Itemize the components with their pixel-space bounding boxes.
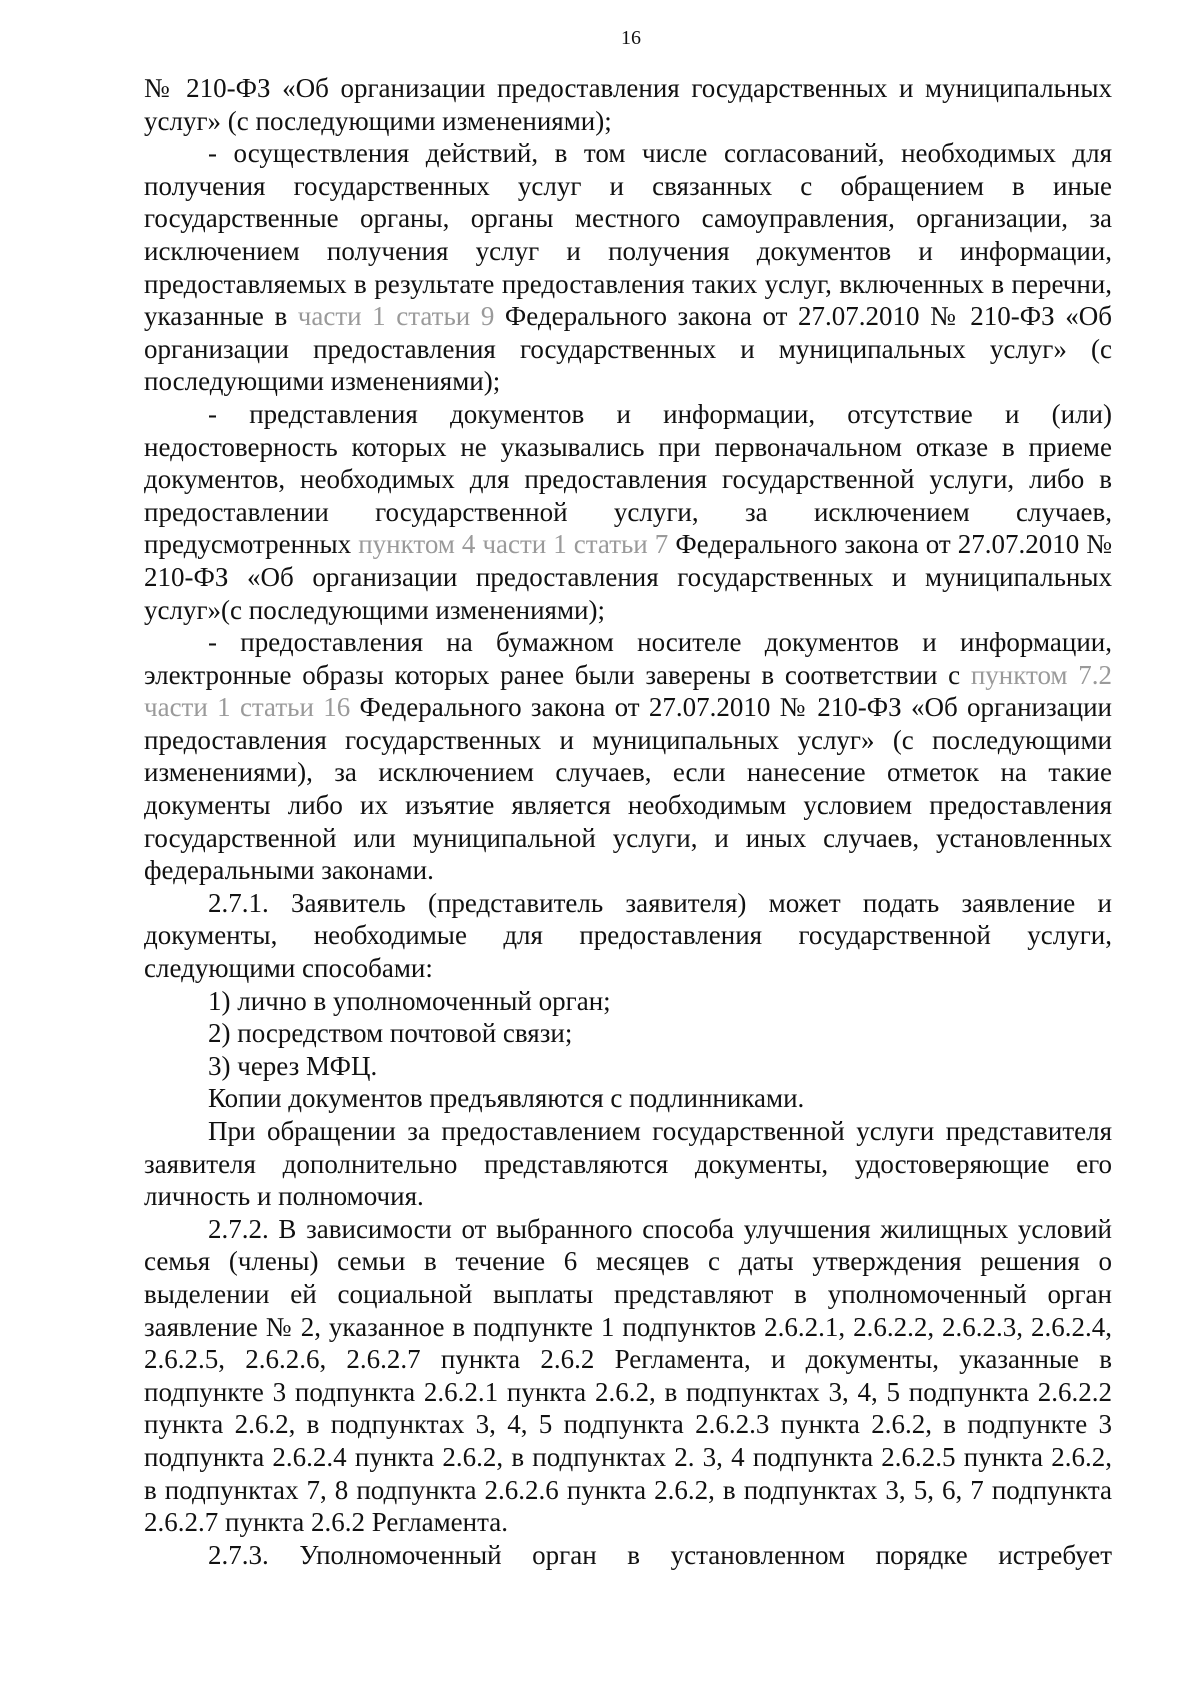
paragraph-text: Федерального закона от 27.07.2010 № 210-ФЗ «Об организации предоставления государственных и муниципальных услуг» (с последующими изменениями), за исключением случаев, если нанесение отметок на такие документы либо их изъятие является необходимым условием предоставления государственной или муниципальной услуги, и иных случаев, установленных федеральными законами. [144,692,1112,886]
paragraph-text: - представления документов и информации, отсутствие и (или) недостоверность которых не указывались при первоначальном отказе в приеме документов, необходимых для предоставления государственной услуги, либо в предоставлении государственной услуги, за исключением случаев, предусмотренных [144,398,1112,560]
paragraph-law-reference: № 210-ФЗ «Об организации предоставления государственных и муниципальных услуг» (с последующими изменениями); [144,73,1112,136]
law-article-link[interactable]: части 1 статьи 9 [297,301,495,332]
document-body [144,72,1112,1571]
list-item-method-3: 3) через МФЦ. [208,1050,378,1081]
law-article-link[interactable]: пунктом 4 части 1 статьи 7 [358,529,669,560]
list-item-method-2: 2) посредством почтовой связи; [208,1018,573,1049]
paragraph-section-2-7-1: 2.7.1. Заявитель (представитель заявителя) может подать заявление и документы, необходимые для предоставления государственной услуги, следующими способами: [144,887,1112,984]
paragraph-representative-note: При обращении за предоставлением государственной услуги представителя заявителя дополнительно представляются документы, удостоверяющие его личность и полномочия. [144,1116,1112,1212]
paragraph-section-2-7-3: 2.7.3. Уполномоченный орган в установленном порядке истребует [208,1539,1112,1570]
page-number: 16 [621,27,641,49]
paragraph-text: Федерального закона от 27.07.2010 № 210-ФЗ «Об организации предоставления государственных и муниципальных услуг» (с последующими изменениями); [144,301,1112,397]
paragraph-paper-documents-list-item [144,626,1112,887]
list-item-method-1: 1) лично в уполномоченный орган; [208,985,611,1016]
paragraph-text: - предоставления на бумажном носителе документов и информации, электронные образы которых ранее были заверены в соответствии с [144,627,1112,690]
paragraph-section-2-7-2: 2.7.2. В зависимости от выбранного способа улучшения жилищных условий семья (члены) семьи в течение 6 месяцев с даты утверждения решения о выделении ей социальной выплаты представляют в уполномоченный орган заявление № 2, указанное в подпункте 1 подпунктов 2.6.2.1, 2.6.2.2, 2.6.2.3, 2.6.2.4, 2.6.2.5, 2.6.2.6, 2.6.2.7 пункта 2.6.2 Регламента, и документы, указанные в подпункте 3 подпункта 2.6.2.1 пункта 2.6.2, в подпунктах 3, 4, 5 подпункта 2.6.2.2 пункта 2.6.2, в подпунктах 3, 4, 5 подпункта 2.6.2.3 пункта 2.6.2, в подпункте 3 подпункта 2.6.2.4 пункта 2.6.2, в подпунктах 2. 3, 4 подпункта 2.6.2.5 пункта 2.6.2, в подпунктах 7, 8 подпункта 2.6.2.6 пункта 2.6.2, в подпунктах 3, 5, 6, 7 подпункта 2.6.2.7 пункта 2.6.2 Регламента. [144,1213,1112,1538]
paragraph-actions-list-item [144,137,1112,398]
law-article-link[interactable]: пунктом 7.2 части 1 статьи 16 [144,659,1112,723]
paragraph-text: - осуществления действий, в том числе согласований, необходимых для получения государственных услуг и связанных с обращением в иные государственные органы, органы местного самоуправления, организации, за исключением получения услуг и получения документов и информации, предоставляемых в результате предоставления таких услуг, включенных в перечни, указанные в [144,138,1112,332]
paragraph-documents-list-item [144,398,1112,626]
paragraph-text: Федерального закона от 27.07.2010 № 210-ФЗ «Об организации предоставления государственных и муниципальных услуг»(с последующими изменениями); [144,529,1113,625]
paragraph-copies-note: Копии документов предъявляются с подлинниками. [208,1083,805,1114]
